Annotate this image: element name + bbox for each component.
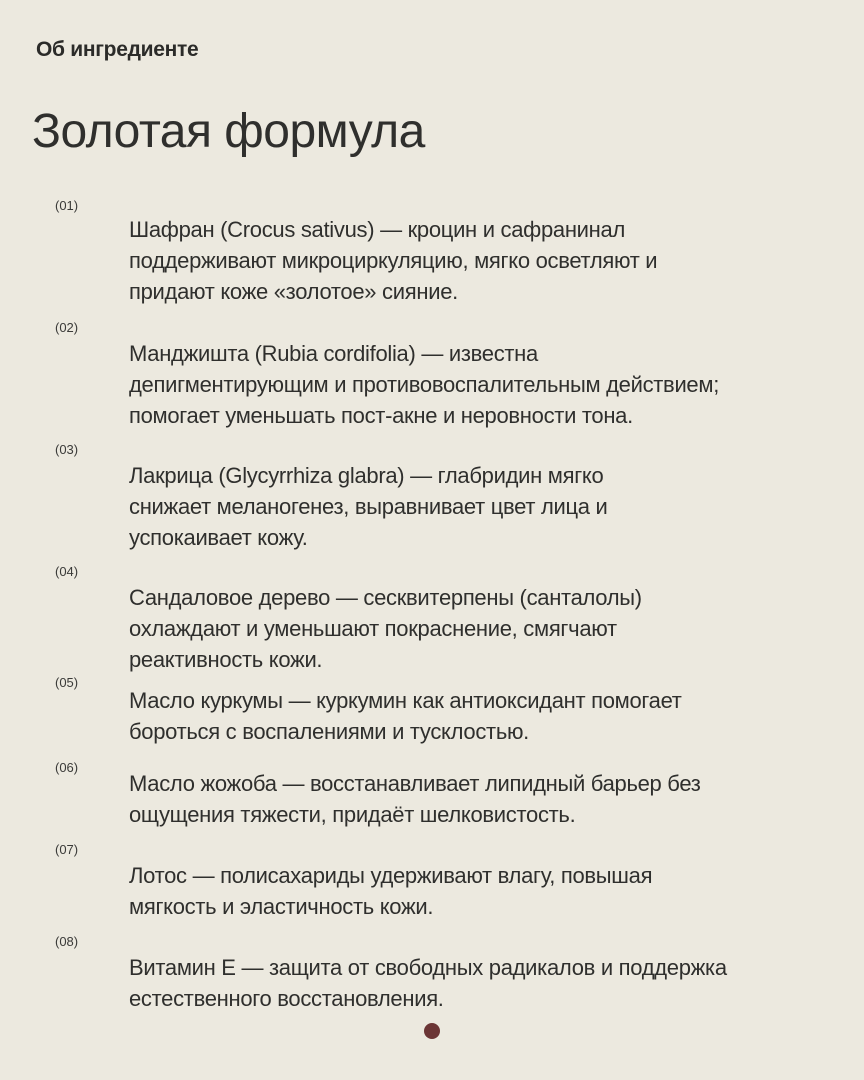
item-number: (08) [55, 934, 79, 949]
item-text [129, 338, 829, 431]
item-number: (02) [55, 320, 79, 335]
item-text [129, 768, 829, 830]
eyebrow-label: Об ингредиенте [36, 38, 199, 61]
item-line: снижает меланогенез, выравнивает цвет лица и [129, 494, 608, 519]
item-line: естественного восстановления. [129, 986, 444, 1011]
item-line: Лотос — полисахариды удерживают влагу, повышая [129, 863, 653, 888]
item-number: (01) [55, 198, 79, 213]
item-number: (06) [55, 760, 79, 775]
item-number: (07) [55, 842, 79, 857]
item-line: ощущения тяжести, придаёт шелковистость. [129, 802, 576, 827]
item-line: мягкость и эластичность кожи. [129, 894, 434, 919]
item-text [129, 214, 829, 307]
item-line: охлаждают и уменьшают покраснение, смягчают [129, 616, 617, 641]
pagination-dot-active[interactable] [424, 1023, 440, 1039]
item-line: помогает уменьшать пост-акне и неровности тона. [129, 403, 633, 428]
item-text [129, 582, 829, 675]
item-line: Шафран (Crocus sativus) — кроцин и сафранинал [129, 217, 625, 242]
item-text [129, 952, 829, 1014]
item-number: (05) [55, 675, 79, 690]
item-line: успокаивает кожу. [129, 525, 308, 550]
item-number: (04) [55, 564, 79, 579]
page-title: Золотая формула [32, 105, 425, 158]
item-line: Масло куркумы — куркумин как антиоксидант помогает [129, 688, 682, 713]
item-line: придают коже «золотое» сияние. [129, 279, 458, 304]
item-text [129, 685, 829, 747]
item-number: (03) [55, 442, 79, 457]
item-line: Витамин Е — защита от свободных радикалов и поддержка [129, 955, 727, 980]
item-text [129, 460, 829, 553]
item-line: поддерживают микроциркуляцию, мягко осветляют и [129, 248, 658, 273]
item-line: Манджишта (Rubia cordifolia) — известна [129, 341, 538, 366]
item-text [129, 860, 829, 922]
item-line: депигментирующим и противовоспалительным действием; [129, 372, 720, 397]
item-line: бороться с воспалениями и тусклостью. [129, 719, 529, 744]
item-line: реактивность кожи. [129, 647, 323, 672]
item-line: Лакрица (Glycyrrhiza glabra) — глабридин мягко [129, 463, 604, 488]
item-line: Масло жожоба — восстанавливает липидный барьер без [129, 771, 701, 796]
item-line: Сандаловое дерево — сесквитерпены (санталолы) [129, 585, 642, 610]
